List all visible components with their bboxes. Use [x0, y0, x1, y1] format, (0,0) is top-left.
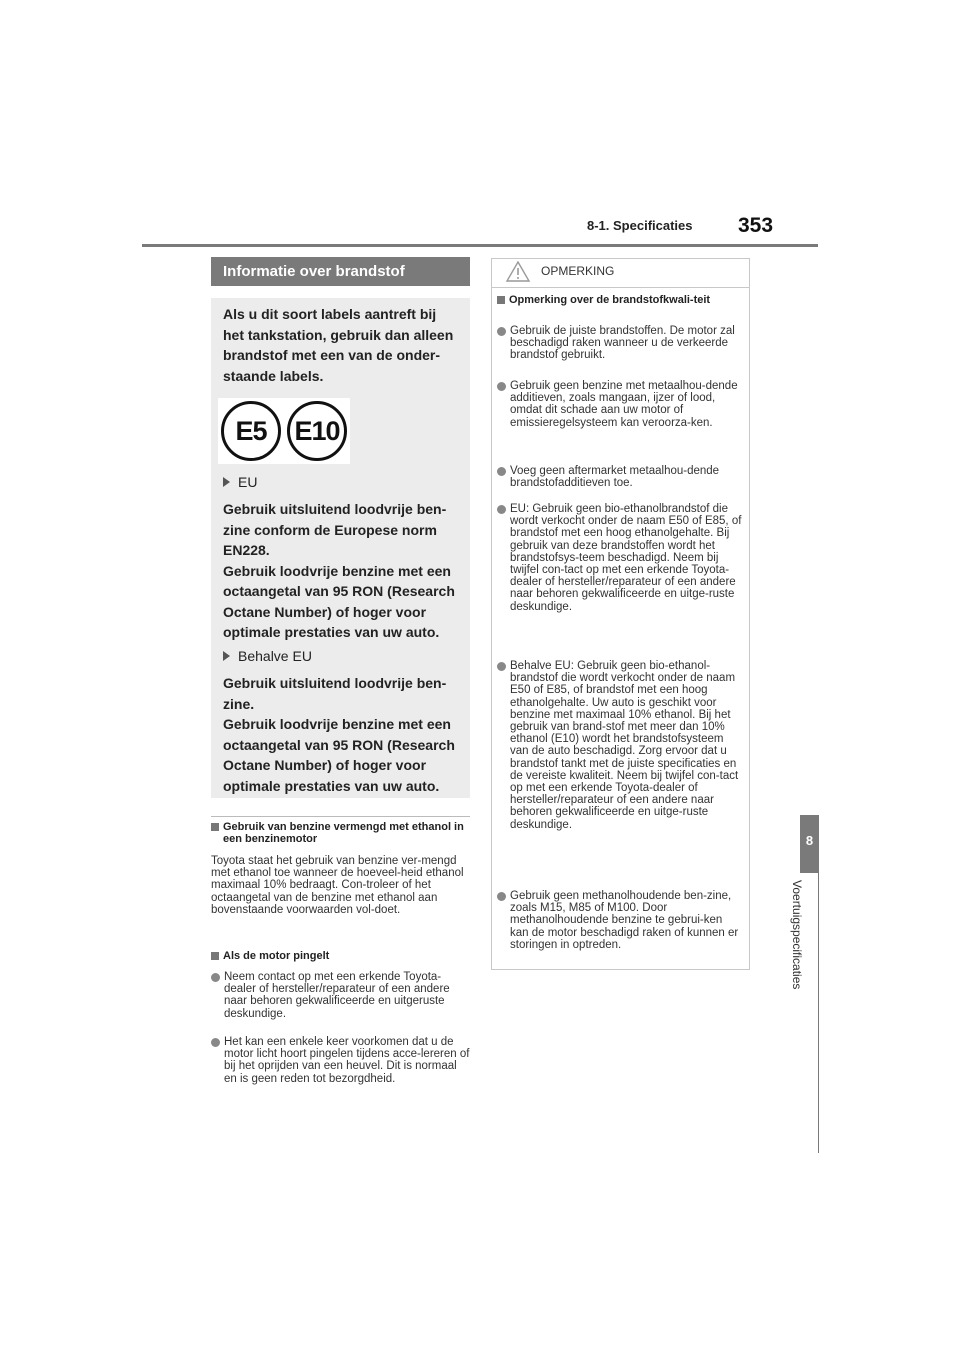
knocking-bullet-1 — [211, 971, 471, 1020]
region-non-eu-text — [223, 673, 461, 796]
region-non-eu-line-2: Gebruik loodvrije benzine met een octaangetal van 95 RON (Research Octane Number) of hoger voor optimale prestaties van uw auto. — [223, 716, 455, 794]
fuel-info-title: Informatie over brandstof — [211, 257, 470, 286]
bullet-dot-icon — [211, 1038, 220, 1047]
region-eu-line-1: Gebruik uitsluitend loodvrije ben-zine conform de Europese norm EN228. — [223, 501, 447, 558]
fuel-labels — [218, 398, 350, 464]
ethanol-heading-text: Gebruik van benzine vermengd met ethanol in een benzinemotor — [223, 821, 464, 845]
note-bullet-6-text: Gebruik geen methanolhoudende ben-zine, zoals M15, M85 of M100. Door methanolhoudende benzine te gebrui-ken kan de motor beschadigd raken of kunnen er storingen in optreden. — [510, 890, 739, 951]
region-eu-line-2: Gebruik loodvrije benzine met een octaangetal van 95 RON (Research Octane Number) of hoger voor optimale prestaties van uw auto. — [223, 562, 455, 640]
note-header-rule — [491, 287, 750, 288]
note-bullet-5-text: Behalve EU: Gebruik geen bio-ethanol-brandstof die wordt verkocht onder de naam E50 of E85, of brandstof met een hoog ethanolgehalte. Uw auto is geschikt voor benzine met maximaal 10% ethanol. Bij het gebruik van brand-stof met meer dan 10% ethanol (E10) wordt het brandstofsysteem van de auto beschadigd. Zorg ervoor dat u brandstof tankt met de juiste specificaties en de vereiste kwaliteit. Neem bij twijfel con-tact op met een erkende Toyota-dealer of hersteller/reparateur of een andere naar behoren gekwalificeerde en uitge-ruste deskundige. — [510, 660, 739, 831]
arrow-icon — [223, 477, 230, 487]
note-title: OPMERKING — [541, 264, 615, 278]
note-heading — [497, 294, 742, 306]
square-bullet-icon — [211, 952, 219, 960]
note-bullet-4 — [497, 503, 742, 613]
ethanol-paragraph: Toyota staat het gebruik van benzine ver-mengd met ethanol toe wanneer de hoeveel-heid ethanol maximaal 10% bedraagt. Con-troleer of het octaangetal van de benzine met ethanol aan bovenstaande voorwaarden vol-doet. — [211, 855, 464, 916]
note-bullet-3-text: Voeg geen aftermarket metaalhou-dende brandstofadditieven toe. — [510, 465, 720, 490]
fuel-info-box — [211, 298, 470, 798]
bullet-dot-icon — [211, 973, 220, 982]
header-rule — [142, 244, 818, 247]
knocking-bullet-2 — [211, 1036, 471, 1085]
region-eu-text — [223, 499, 461, 643]
region-non-eu — [223, 648, 312, 664]
note-bullet-3 — [497, 465, 742, 489]
region-eu — [223, 474, 257, 490]
note-box — [491, 258, 750, 970]
knocking-bullet-1-text: Neem contact op met een erkende Toyota-dealer of hersteller/reparateur of een andere naar behoren gekwalificeerde en uitgeruste deskundige. — [224, 971, 450, 1020]
knocking-heading-text: Als de motor pingelt — [223, 950, 330, 962]
region-eu-label: EU — [238, 474, 258, 490]
region-non-eu-label: Behalve EU — [238, 648, 312, 664]
knocking-bullet-2-text: Het kan een enkele keer voorkomen dat u de motor licht hoort pingelen tijdens acce-lereren of bij het oprijden van een heuvel. Dit is normaal en is geen reden tot bezorgdheid. — [224, 1036, 470, 1085]
chapter-number: 8 — [805, 833, 814, 848]
section-title: 8-1. Specificaties — [587, 218, 693, 233]
chapter-line — [818, 873, 819, 1153]
fuel-info-intro: Als u dit soort labels aantreft bij het tankstation, gebruik dan alleen brandstof met een van de onder-staande labels. — [223, 306, 454, 384]
arrow-icon — [223, 651, 230, 661]
note-bullet-1 — [497, 325, 742, 362]
note-bullet-2-text: Gebruik geen benzine met metaalhou-dende additieven, zoals mangaan, ijzer of lood, omdat dit schade aan uw motor of emissieregelsysteem kan veroorza-ken. — [510, 380, 738, 429]
bullet-dot-icon — [497, 662, 506, 671]
page-number: 353 — [738, 214, 774, 237]
region-non-eu-line-1: Gebruik uitsluitend loodvrije ben-zine. — [223, 675, 447, 712]
note-bullet-6 — [497, 890, 742, 951]
bullet-dot-icon — [497, 505, 506, 514]
ethanol-heading — [211, 821, 470, 845]
note-bullet-1-text: Gebruik de juiste brandstoffen. De motor zal beschadigd raken wanneer u de verkeerde brandstof gebruikt. — [510, 325, 735, 362]
note-bullet-4-text: EU: Gebruik geen bio-ethanolbrandstof die wordt verkocht onder de naam E50 of E85, of brandstof met een hoog ethanolgehalte. Bij gebruik van deze brandstoffen wordt het brandstofsys-teem beschadigd. Neem bij twijfel con-tact op met een erkende Toyota-dealer of hersteller/reparateur of een andere naar behoren gekwalificeerde en uitge-ruste deskundige. — [510, 503, 742, 613]
warning-icon — [505, 260, 531, 284]
fuel-label-e10: E10 — [287, 401, 347, 461]
square-bullet-icon — [497, 296, 505, 304]
bullet-dot-icon — [497, 892, 506, 901]
note-bullet-5 — [497, 660, 742, 831]
knocking-heading — [211, 950, 470, 962]
bullet-dot-icon — [497, 382, 506, 391]
bullet-dot-icon — [497, 327, 506, 336]
note-heading-text: Opmerking over de brandstofkwali-teit — [509, 294, 711, 306]
square-bullet-icon — [211, 823, 219, 831]
chapter-label: Voertuigspecificaties — [790, 880, 804, 990]
section-divider — [211, 816, 470, 817]
bullet-dot-icon — [497, 467, 506, 476]
fuel-label-e5: E5 — [221, 401, 281, 461]
note-bullet-2 — [497, 380, 742, 429]
